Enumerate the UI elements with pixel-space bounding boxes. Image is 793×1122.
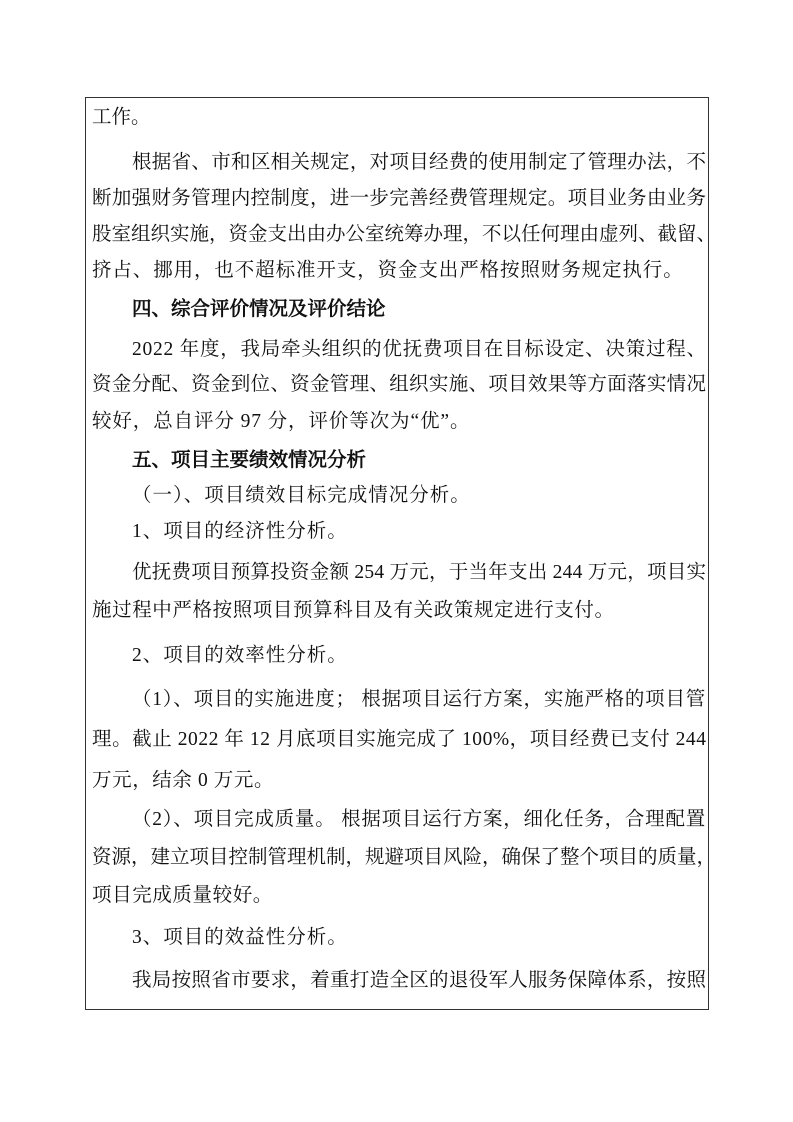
- paragraph-line: （1）、项目的实施进度； 根据项目运行方案，实施严格的项目管: [132, 689, 706, 710]
- paragraph-line: 资金分配、资金到位、资金管理、组织实施、项目效果等方面落实情况: [92, 374, 707, 395]
- paragraph-line: 2022 年度，我局牵头组织的优抚费项目在目标设定、决策过程、: [132, 339, 707, 360]
- subsection-heading: （一）、项目绩效目标完成情况分析。: [132, 485, 471, 506]
- paragraph-line: 施过程中严格按照项目预算科目及有关政策规定进行支付。: [92, 600, 615, 621]
- section-heading-4: 四、综合评价情况及评价结论: [132, 299, 386, 320]
- paragraph-line: 万元，结余 0 万元。: [92, 770, 275, 791]
- paragraph-line: 断加强财务管理内控制度，进一步完善经费管理规定。项目业务由业务: [92, 188, 707, 209]
- text-line: 工作。: [92, 107, 151, 128]
- paragraph-line: 优抚费项目预算投资金额 254 万元，于当年支出 244 万元，项目实: [132, 562, 707, 583]
- section-heading-5: 五、项目主要绩效情况分析: [132, 450, 367, 471]
- paragraph-line: 较好，总自评分 97 分，评价等次为“优”。: [92, 411, 471, 432]
- subsection-heading: 3、项目的效益性分析。: [132, 927, 348, 948]
- paragraph-line: 我局按照省市要求，着重打造全区的退役军人服务保障体系，按照: [132, 970, 707, 991]
- subsection-heading: 2、项目的效率性分析。: [132, 645, 348, 666]
- paragraph-line: 理。截止 2022 年 12 月底项目实施完成了 100%，项目经费已支付 244: [92, 729, 707, 750]
- paragraph-line: 项目完成质量较好。: [92, 885, 273, 906]
- paragraph-line: 根据省、市和区相关规定，对项目经费的使用制定了管理办法，不: [132, 152, 707, 173]
- paragraph-line: 股室组织实施，资金支出由办公室统筹办理，不以任何理由虚列、截留、: [92, 224, 717, 245]
- paragraph-line: 资源，建立项目控制管理机制，规避项目风险，确保了整个项目的质量，: [92, 847, 717, 868]
- paragraph-line: （2）、项目完成质量。 根据项目运行方案，细化任务，合理配置: [132, 809, 706, 830]
- subsection-heading: 1、项目的经济性分析。: [132, 521, 348, 542]
- paragraph-line: 挤占、挪用，也不超标准开支，资金支出严格按照财务规定执行。: [92, 260, 684, 281]
